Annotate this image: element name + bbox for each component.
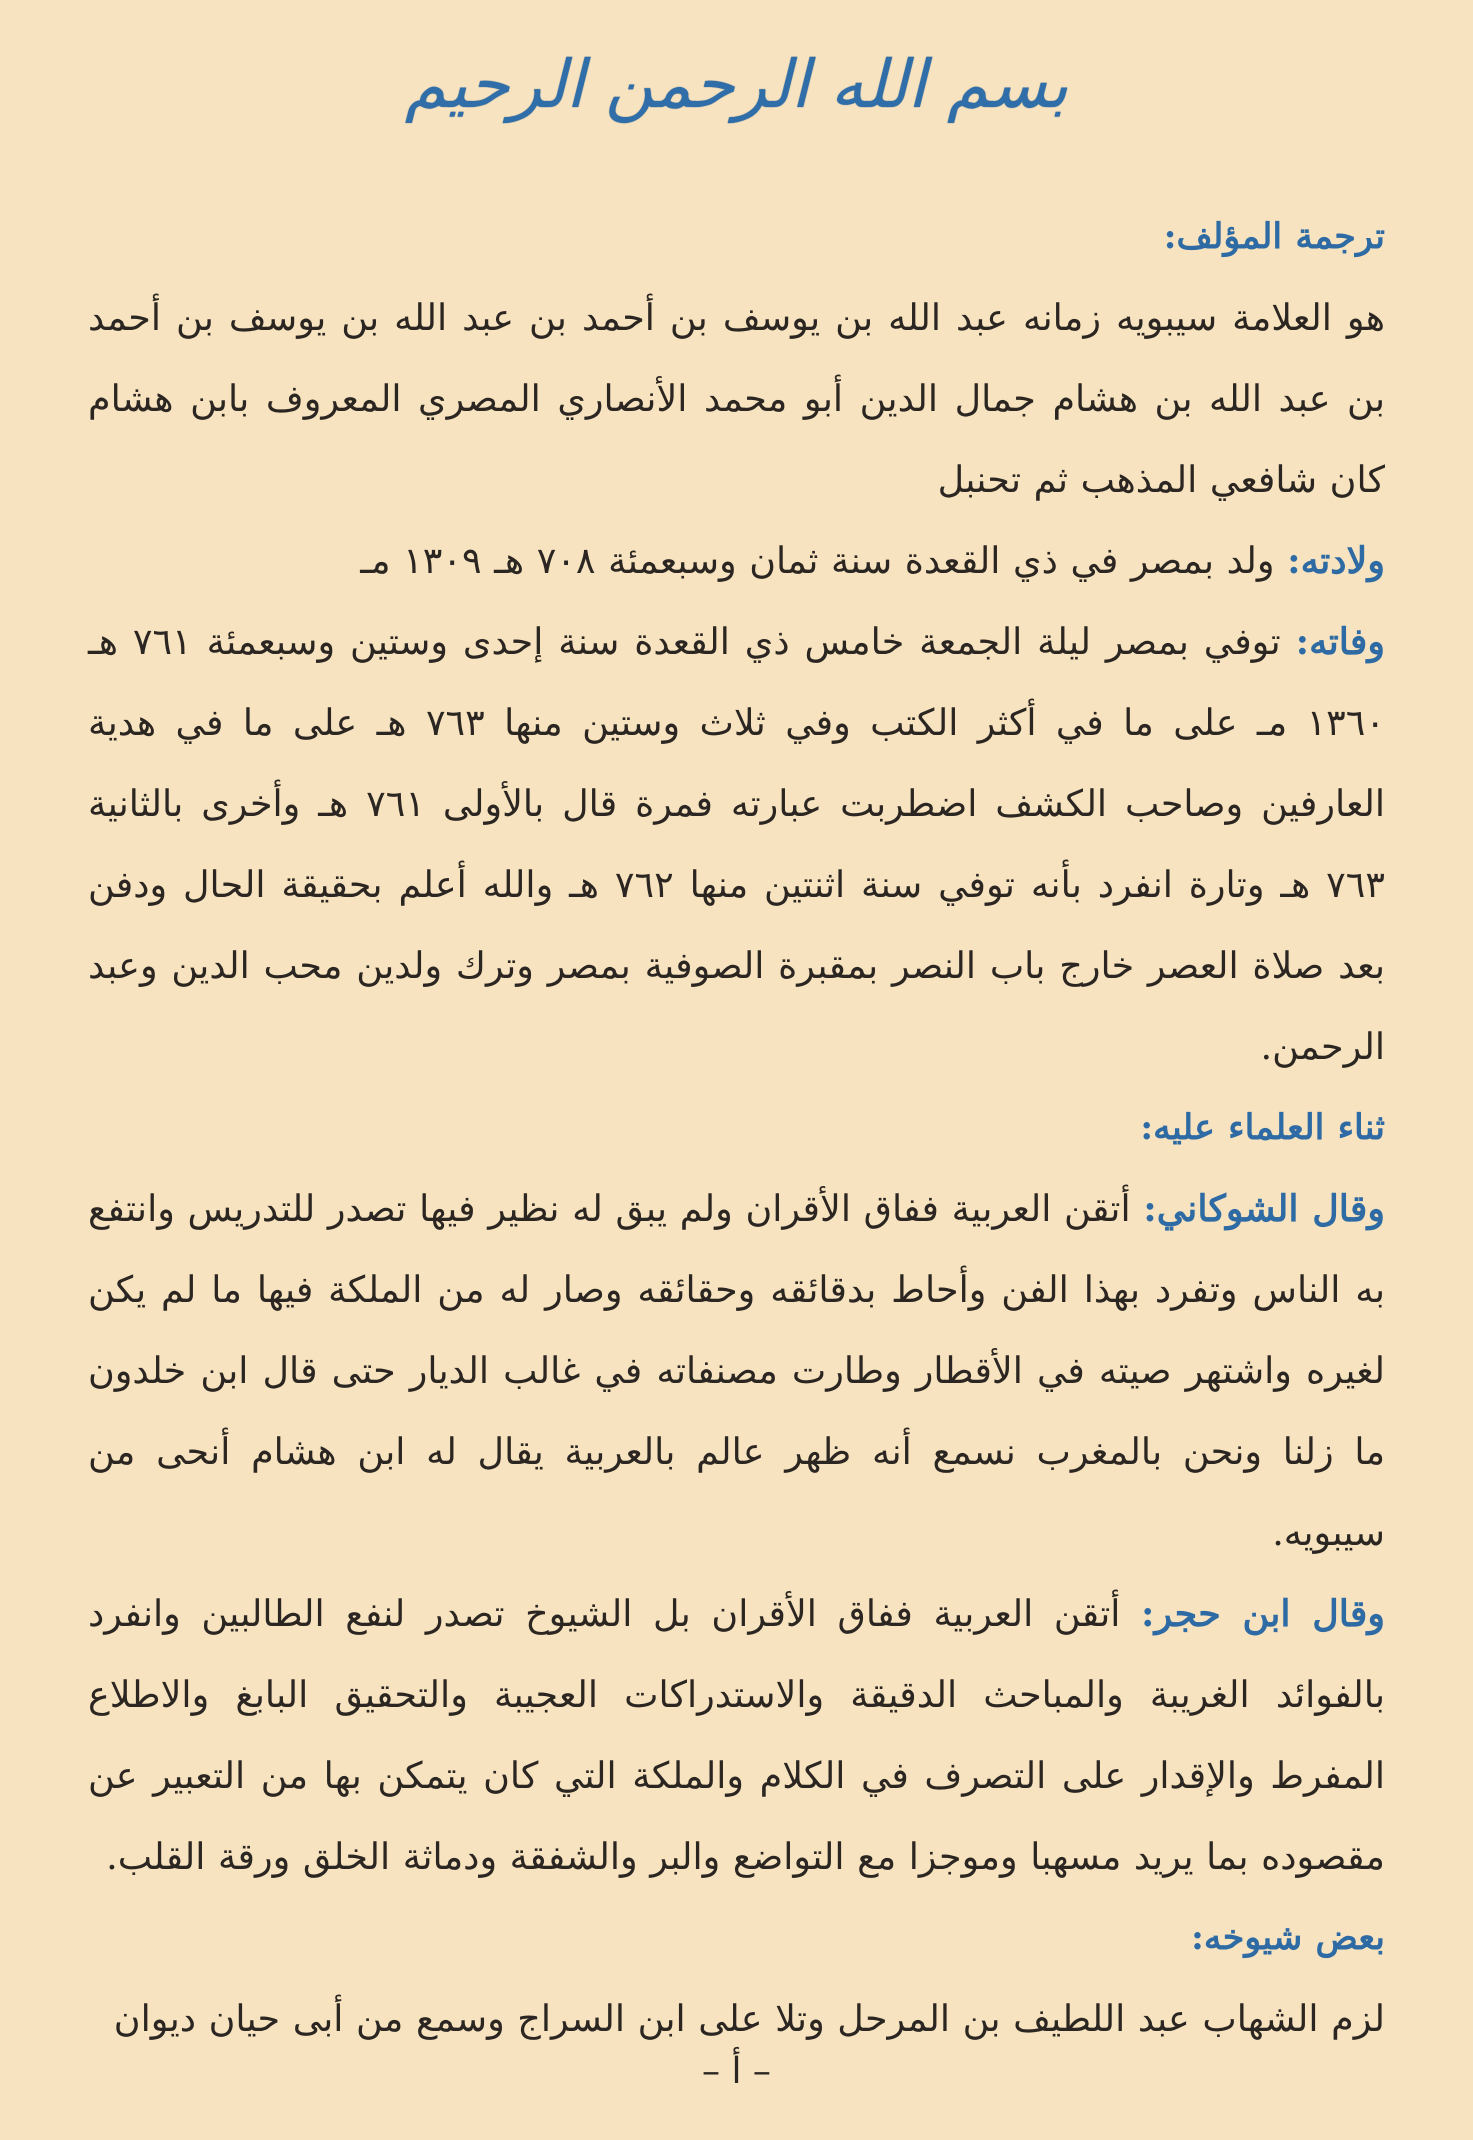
ibn-hajar-text: أتقن العربية ففاق الأقران بل الشيوخ تصدر لنفع الطالبين وانفرد بالفوائد الغريبة والمباحث الدقيقة والاستدراكات العجيبة والتحقيق البابغ والاطلاع المفرط والإقدار على التصرف في الكلام والملكة التي كان يتمكن بها من التعبير عن مقصوده بما يريد مسهبا وموجزا مع التواضع والبر والشفقة ودماثة الخلق ورقة القلب.: [88, 1592, 1385, 1878]
ibn-hajar-label: وقال ابن حجر:: [1141, 1592, 1385, 1635]
death-text: توفي بمصر ليلة الجمعة خامس ذي القعدة سنة إحدى وستين وسبعمئة ٧٦١ هـ ١٣٦٠ مـ على ما في أكثر الكتب وفي ثلاث وستين منها ٧٦٣ هـ على ما في هدية العارفين وصاحب الكشف اضطربت عبارته فمرة قال بالأولى ٧٦١ هـ وأخرى بالثانية ٧٦٣ هـ وتارة انفرد بأنه توفي سنة اثنتين منها ٧٦٢ هـ والله أعلم بحقيقة الحال ودفن بعد صلاة العصر خارج باب النصر بمقبرة الصوفية بمصر وترك ولدين محب الدين وعبد الرحمن.: [88, 620, 1385, 1068]
author-bio-heading: ترجمة المؤلف:: [1163, 216, 1385, 257]
birth-paragraph: [88, 520, 1385, 601]
death-label: وفاته:: [1295, 620, 1385, 663]
teachers-heading: بعض شيوخه:: [1191, 1917, 1385, 1958]
page-body: [88, 196, 1385, 2059]
basmala-calligraphy: بسم الله الرحمن الرحيم: [404, 46, 1069, 123]
document-page: [88, 0, 1385, 2140]
shawkani-text: أتقن العربية ففاق الأقران ولم يبق له نظير فيها تصدر للتدريس وانتفع به الناس وتفرد بهذا الفن وأحاط بدقائقه وحقائقه وصار له من الملكة فيها ما لم يكن لغيره واشتهر صيته في الأقطار وطارت مصنفاته في غالب الديار حتى قال ابن خلدون ما زلنا ونحن بالمغرب نسمع أنه ظهر عالم بالعربية يقال له ابن هشام أنحى من سيبويه.: [88, 1187, 1385, 1554]
author-bio-paragraph: هو العلامة سيبويه زمانه عبد الله بن يوسف بن أحمد بن عبد الله بن يوسف بن أحمد بن عبد الله بن هشام جمال الدين أبو محمد الأنصاري المصري المعروف بابن هشام كان شافعي المذهب ثم تحنبل: [88, 296, 1385, 501]
birth-label: ولادته:: [1287, 539, 1385, 582]
shawkani-quote-paragraph: [88, 1168, 1385, 1573]
death-paragraph: [88, 601, 1385, 1087]
shawkani-label: وقال الشوكاني:: [1143, 1187, 1386, 1230]
page-number: – أ –: [702, 2051, 771, 2092]
ibn-hajar-quote-paragraph: [88, 1573, 1385, 1897]
birth-text: ولد بمصر في ذي القعدة سنة ثمان وسبعمئة ٧٠٨ هـ ١٣٠٩ مـ: [360, 539, 1288, 582]
teachers-paragraph: لزم الشهاب عبد اللطيف بن المرحل وتلا على ابن السراج وسمع من أبى حيان ديوان: [113, 1997, 1385, 2040]
scholars-praise-heading: ثناء العلماء عليه:: [1140, 1107, 1385, 1148]
